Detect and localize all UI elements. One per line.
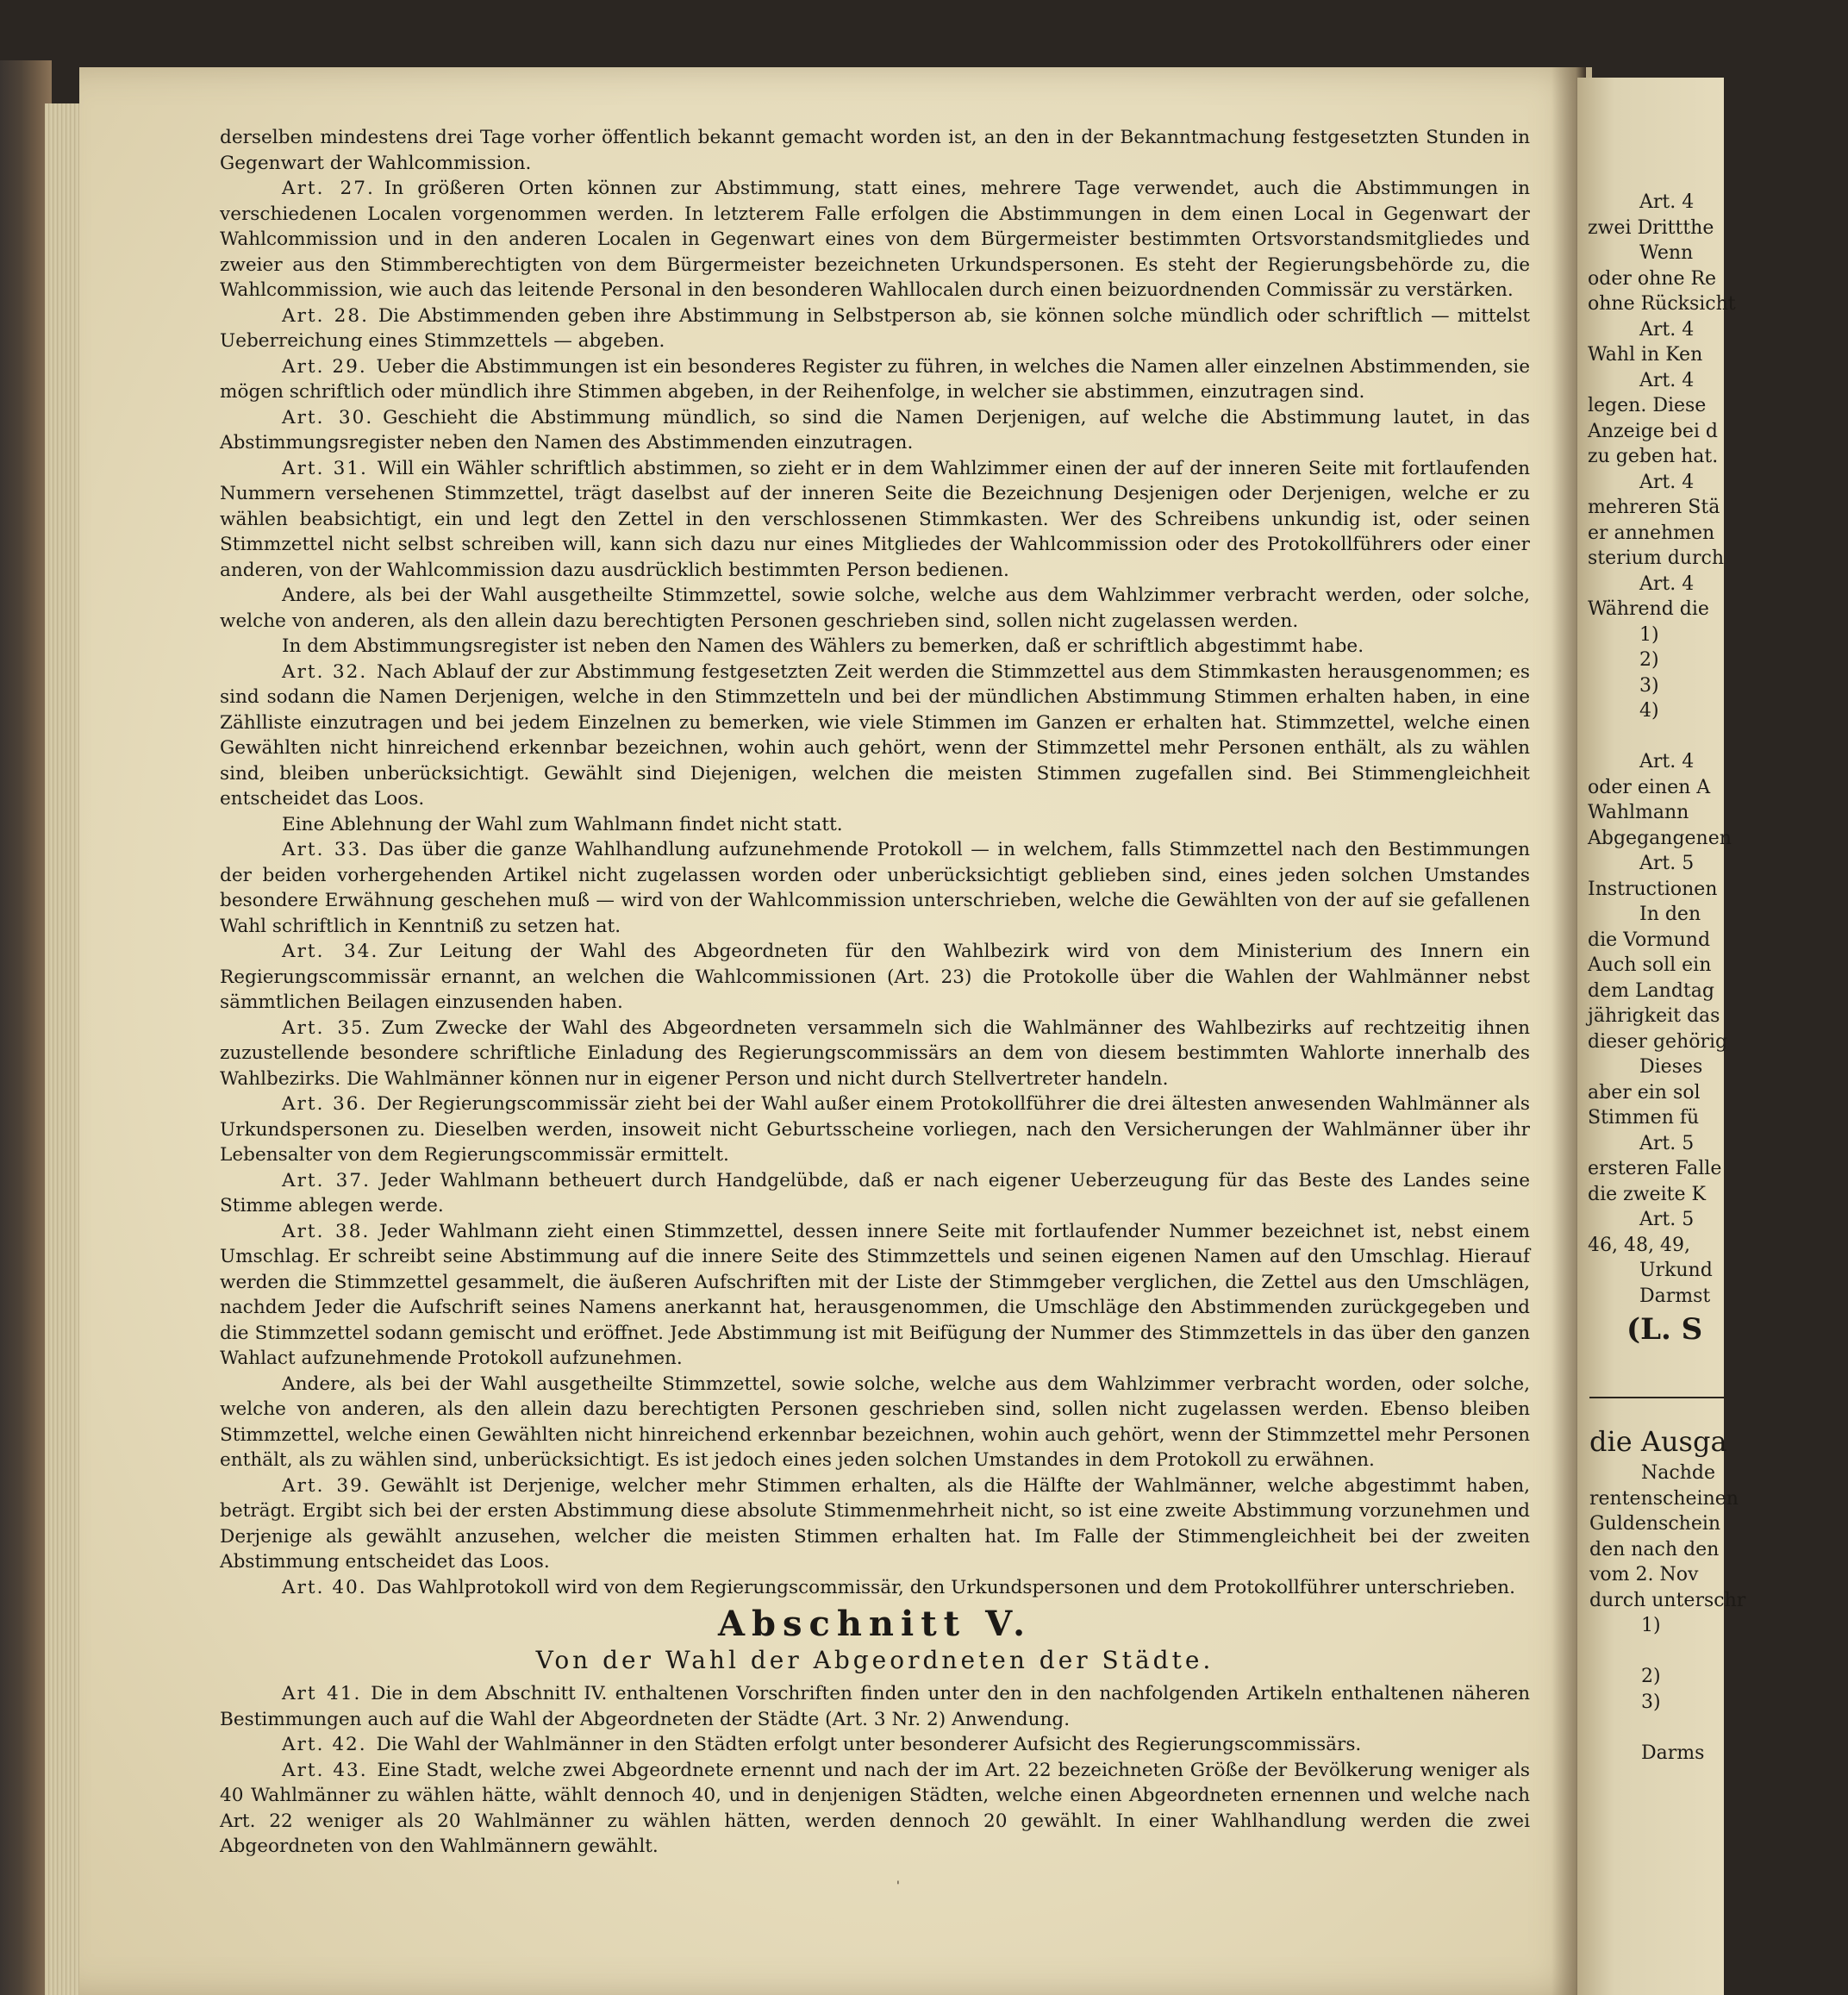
article-paragraph: [220, 1681, 1530, 1732]
article-number: Art. 27.: [282, 178, 375, 199]
article-text: Der Regierungscommissär zieht bei der Wahl außer einem Protokollführer die drei ältesten anwesenden Wahlmänner als Urkundspersonen zu. Dieselben werden, insoweit nicht Geburtsscheine vorliegen, nach den Versicherungen der Wahlmänner über ihr Lebensalter von dem Regierungscommissär ermittelt.: [220, 1093, 1530, 1166]
right-page-line: Art. 5: [1639, 853, 1695, 874]
right-page-line: 2): [1639, 649, 1659, 671]
right-page-line: Art. 4: [1639, 572, 1695, 595]
article-number: Art. 35.: [282, 1016, 372, 1039]
right-page-line: 46, 48, 49,: [1588, 1234, 1690, 1256]
right-page-line: Nachde: [1641, 1462, 1715, 1484]
article-number: Art. 28.: [282, 304, 370, 327]
article-text: Zum Zwecke der Wahl des Abgeordneten versammeln sich die Wahlmänner des Wahlbezirks auf rechtzeitig ihnen zuzustellende besondere schriftliche Einladung des Regierungscommissärs an dem von diesem bestimmten Wahlorte innerhalb des Wahlbezirks. Die Wahlmänner können nur in eigener Person und nicht durch Stellvertreter handeln.: [220, 1016, 1530, 1090]
right-page-line: Art. 4: [1639, 318, 1695, 341]
right-page-line: Wenn: [1639, 242, 1694, 264]
right-page-line: 1): [1639, 623, 1659, 646]
article-number: Art. 29.: [282, 355, 367, 378]
article-text: Eine Ablehnung der Wahl zum Wahlmann findet nicht statt.: [282, 813, 843, 835]
right-page: [1577, 78, 1746, 1995]
article-number: Art. 39.: [282, 1474, 371, 1497]
right-page-line: 4): [1639, 700, 1659, 722]
right-page-line: den nach den: [1589, 1538, 1720, 1560]
article-paragraph: [220, 176, 1530, 303]
right-page-line: rentenscheinen: [1589, 1487, 1739, 1510]
article-paragraph: [220, 125, 1530, 176]
section-heading: Abschnitt V.: [717, 1604, 1033, 1644]
article-paragraph: [220, 939, 1530, 1016]
article-paragraph: [220, 660, 1530, 812]
right-page-line: Auch soll ein: [1588, 954, 1712, 976]
right-page-line: [1589, 1715, 1848, 1741]
article-paragraph: [220, 583, 1530, 634]
article-number: Art. 43.: [282, 1759, 368, 1781]
right-page-line: durch unterschr: [1589, 1589, 1746, 1611]
right-page-line: Guldenschein: [1589, 1513, 1721, 1535]
article-text: Die in dem Abschnitt IV. enthaltenen Vorschriften finden unter den in den nachfolgenden Artikeln enthaltenen näheren Bestimmungen auch auf die Wahl der Abgeordneten der Städte (Art. 3 Nr. 2) Anwendung.: [220, 1683, 1530, 1730]
article-text: derselben mindestens drei Tage vorher öffentlich bekannt gemacht worden ist, an den in der Bekanntmachung festgesetzten Stunden in Gegenwart der Wahlcommission.: [220, 127, 1530, 174]
right-page-text-bottom: [1589, 1423, 1848, 1766]
right-page-line: Art. 4: [1639, 369, 1695, 391]
article-text: Das über die ganze Wahlhandlung aufzunehmende Protokoll — in welchem, falls Stimmzettel nach den Bestimmungen der beiden vorhergehenden Artikel nicht zugelassen worden oder unberücksichtigt geblieben sind, eines jeden solchen Umstandes besondere Erwähnung geschehen muß — wird von der Wahlcommission unterschrieben, welche die Gewählten von der auf sie gefallenen Wahl schriftlich in Kenntniß zu setzen hat.: [220, 839, 1530, 937]
right-page-line: oder einen A: [1588, 776, 1711, 798]
article-text: Andere, als bei der Wahl ausgetheilte Stimmzettel, sowie solche, welche aus dem Wahlzimmer verbracht werden, oder solche, welche von anderen, als den allein dazu berechtigten Personen geschrieben sind, sollen nicht zugelassen werden.: [220, 585, 1530, 632]
right-page-line: die Ausga: [1589, 1425, 1727, 1458]
article-paragraph: [220, 837, 1530, 939]
right-page-line: Wahlmann: [1588, 802, 1689, 823]
article-paragraph: [220, 1016, 1530, 1092]
right-page-line: Art. 4: [1639, 471, 1695, 493]
right-page-line: Darms: [1641, 1742, 1705, 1764]
article-text: Geschieht die Abstimmung mündlich, so sind die Namen Derjenigen, auf welche die Abstimmung lautet, in das Abstimmungsregister neben den Namen des Abstimmenden einzutragen.: [220, 406, 1530, 453]
right-page-line: 3): [1639, 674, 1659, 697]
article-number: Art 41.: [282, 1683, 362, 1704]
article-text: In größeren Orten können zur Abstimmung, statt eines, mehrere Tage verwendet, auch die Abstimmungen in verschiedenen Localen vorgenommen werden. In letzterem Falle erfolgen die Abstimmungen in dem einen Local in Gegenwart der Wahlcommission und in den anderen Localen in Gegenwart eines von dem Bürgermeister bestimmten Ortsvorstandsmitgliedes und zweier aus den Stimmberechtigten von dem Bürgermeister bezeichneten Urkundspersonen. Es steht der Regierungsbehörde zu, die Wahlcommission, wie auch das leitende Personal in den besonderen Wahllocalen durch einen beizuordnenden Commissär zu verstärken.: [220, 178, 1530, 301]
right-page-line: legen. Diese: [1588, 395, 1707, 416]
article-text: Jeder Wahlmann betheuert durch Handgelübde, daß er nach eigener Ueberzeugung für das Beste des Landes seine Stimme ablegen werde.: [220, 1169, 1530, 1216]
article-number: Art. 33.: [282, 839, 370, 860]
right-page-line: oder ohne Re: [1588, 267, 1717, 290]
right-page-line: Urkund: [1639, 1260, 1713, 1281]
right-page-line: die zweite K: [1588, 1183, 1706, 1205]
article-paragraph: [220, 303, 1530, 354]
article-paragraph: [220, 1575, 1530, 1601]
article-number: Art. 40.: [282, 1576, 367, 1598]
article-number: Art. 31.: [282, 457, 368, 479]
right-page-rule: [1589, 1397, 1727, 1398]
right-page-line: Stimmen fü: [1588, 1107, 1700, 1129]
article-number: Art. 37.: [282, 1169, 371, 1191]
article-number: Art. 32.: [282, 660, 368, 683]
article-paragraph: [220, 1219, 1530, 1372]
article-number: Art. 42.: [282, 1734, 367, 1755]
article-number: Art. 38.: [282, 1220, 371, 1242]
article-text: Gewählt ist Derjenige, welcher mehr Stimmen erhalten, als die Hälfte der Wahlmänner, welche abgestimmt haben, beträgt. Ergibt sich bei der ersten Abstimmung diese absolute Stimmenmehrheit nicht, so ist eine zweite Abstimmung vorzunehmen und Derjenige als gewählt anzusehen, welcher die meisten Stimmen erhalten hat. Im Falle der Stimmengleichheit bei der zweiten Abstimmung entscheidet das Loos.: [220, 1474, 1530, 1573]
right-page-line: 3): [1641, 1691, 1661, 1713]
right-page-line: sterium durch: [1588, 547, 1724, 569]
article-text: Will ein Wähler schriftlich abstimmen, so zieht er in dem Wahlzimmer einen der auf der inneren Seite mit fortlaufenden Nummern versehenen Stimmzettel, trägt daselbst auf der inneren Seite die Bezeichnung Desjenigen oder Derjenigen, welche er zu wählen beabsichtigt, ein und legt den Zettel in den verschlossenen Stimmkasten. Wer des Schreibens unkundig ist, oder seinen Stimmzettel nicht selbst schreiben will, kann sich dazu nur eines Mitgliedes der Wahlcommission oder des Protokollführers oder einer anderen, von der Wahlcommission dazu ausdrücklich bestimmten Person bedienen.: [220, 457, 1530, 581]
article-text: Jeder Wahlmann zieht einen Stimmzettel, dessen innere Seite mit fortlaufender Nummer bezeichnet ist, nebst einem Umschlag. Er schreibt seine Abstimmung auf die innere Seite des Stimmzettels und seinen eigenen Namen auf den Umschlag. Hierauf werden die Stimmzettel gesammelt, die äußeren Aufschriften mit der Liste der Stimmgeber verglichen, die Zettel aus den Umschlägen, nachdem Jeder die Aufschrift seines Namens anerkannt hat, herausgenommen, die Umschläge den Abstimmenden zurückgegeben und die Stimmzettel sodann gemischt und eröffnet. Jede Abstimmung ist mit Beifügung der Nummer des Stimmzettels in das über den ganzen Wahlact aufzunehmende Protokoll aufzunehmen.: [220, 1220, 1530, 1369]
right-page-line: Instructionen: [1588, 878, 1718, 900]
right-page-line: Art. 5: [1639, 1209, 1695, 1230]
right-page-line: Abgegangenen: [1588, 827, 1732, 849]
right-page-line: [1589, 1639, 1848, 1665]
seal-mark: (L. S: [1626, 1312, 1703, 1347]
article-paragraph: [220, 456, 1530, 584]
article-number: Art. 30.: [282, 406, 374, 428]
right-page-line: aber ein sol: [1588, 1081, 1701, 1104]
right-page-line: zwei Drittthe: [1588, 216, 1714, 239]
right-page-line: jährigkeit das: [1588, 1005, 1720, 1027]
right-page-line: Wahl in Ken: [1588, 344, 1703, 366]
book-cover-edge: [0, 60, 52, 1995]
right-page-line: Während die: [1588, 598, 1709, 620]
right-page-line: Art. 4: [1639, 191, 1695, 213]
right-page-line: [1588, 724, 1846, 750]
right-page-line: Art. 4: [1639, 751, 1695, 772]
right-page-line: Dieses: [1639, 1056, 1703, 1078]
right-page-line: dem Landtag: [1588, 979, 1714, 1002]
right-page-line: vom 2. Nov: [1589, 1564, 1699, 1585]
right-page-line: zu geben hat.: [1588, 446, 1719, 467]
article-list-part-2: [220, 1681, 1530, 1860]
article-number: Art. 36.: [282, 1093, 368, 1115]
right-page-line: ersteren Falle: [1588, 1158, 1722, 1179]
article-paragraph: [220, 354, 1530, 405]
article-text: Ueber die Abstimmungen ist ein besonderes Register zu führen, in welches die Namen aller einzelnen Abstimmenden, sie mögen schriftlich oder mündlich ihre Stimmen abgeben, in der Reihenfolge, in welcher sie abstimmen, einzutragen sind.: [220, 355, 1530, 403]
right-page-line: In den: [1639, 904, 1701, 925]
right-page-line: dieser gehörig: [1588, 1030, 1728, 1053]
right-page-line: er annehmen: [1588, 522, 1715, 544]
article-paragraph: [220, 1372, 1530, 1473]
article-paragraph: [220, 1168, 1530, 1219]
right-page-line: die Vormund: [1588, 929, 1711, 951]
article-text: Andere, als bei der Wahl ausgetheilte Stimmzettel, sowie solche, welche aus dem Wahlzimmer verbracht worden, oder solche, welche von anderen, als den allein dazu berechtigten Personen geschrieben sind, sollen nicht zugelassen werden. Ebenso bleiben Stimmzettel, welche einen Gewählten nicht hinreichend erkennbar bezeichnen, wohin auch gehört, wenn der Stimmzettel mehr Personen enthält, als zu wählen sind, unberücksichtigt. Es ist jedoch eines jeden solchen Umstandes in dem Protokoll zu erwähnen.: [220, 1373, 1530, 1471]
article-paragraph: [220, 1758, 1530, 1860]
article-paragraph: [220, 405, 1530, 456]
article-paragraph: [220, 634, 1530, 660]
article-text: In dem Abstimmungsregister ist neben den Namen des Wählers zu bemerken, daß er schriftlich abgestimmt habe.: [282, 635, 1364, 657]
article-paragraph: [220, 1091, 1530, 1168]
article-paragraph: [220, 1732, 1530, 1758]
right-page-line: Art. 5: [1639, 1132, 1695, 1154]
right-page-line: mehreren Stä: [1588, 497, 1720, 518]
right-page-line: Darmst: [1639, 1285, 1711, 1307]
section-subheading: Von der Wahl der Abgeordneten der Städte.: [535, 1646, 1214, 1674]
article-paragraph: [220, 1473, 1530, 1575]
article-text: Das Wahlprotokoll wird von dem Regierungscommissär, den Urkundspersonen und dem Protokollführer unterschrieben.: [376, 1576, 1515, 1598]
article-number: Art. 34.: [282, 941, 379, 962]
article-text: Nach Ablauf der zur Abstimmung festgesetzten Zeit werden die Stimmzettel aus dem Stimmkasten herausgenommen; es sind sodann die Namen Derjenigen, welche in den Stimmzetteln und bei der mündlichen Abstimmung Stimmen erhalten haben, in eine Zählliste einzutragen und bei jedem Einzelnen zu bemerken, wie viele Stimmen im Ganzen er erhalten hat. Stimmzettel, welche einen Gewählten nicht hinreichend erkennbar bezeichnen, wohin auch gehört, wenn der Stimmzettel mehr Personen enthält, als zu wählen sind, bleiben unberücksichtigt. Gewählt sind Diejenigen, welchen die meisten Stimmen zugefallen sind. Bei Stimmengleichheit entscheidet das Loos.: [220, 660, 1530, 810]
right-page-line: 2): [1641, 1666, 1661, 1687]
right-page-line: 1): [1641, 1615, 1661, 1636]
article-text: Die Abstimmenden geben ihre Abstimmung in Selbstperson ab, sie können solche mündlich oder schriftlich — mittelst Ueberreichung eines Stimmzettels — abgeben.: [220, 304, 1530, 352]
right-page-line: ohne Rücksicht: [1588, 293, 1736, 315]
article-text: Eine Stadt, welche zwei Abgeordnete ernennt und nach der im Art. 22 bezeichneten Größe der Bevölkerung weniger als 40 Wahlmänner zu wählen hätte, wählt dennoch 40, und in denjenigen Städten, welche einen Abgeordneten ernennen und welche nach Art. 22 weniger als 20 Wahlmänner zu wählen hätten, werden dennoch 20 gewählt. In einer Wahlhandlung werden die zwei Abgeordneten von den Wahlmännern gewählt.: [220, 1759, 1530, 1857]
article-text: Zur Leitung der Wahl des Abgeordneten für den Wahlbezirk wird von dem Ministerium des Innern ein Regierungscommissär ernannt, an welchen die Wahlcommissionen (Art. 23) die Protokolle über die Wahlen der Wahlmänner nebst sämmtlichen Beilagen einzusenden haben.: [220, 941, 1530, 1013]
left-page-text: [220, 125, 1530, 1860]
right-page-text-top: [1588, 190, 1846, 1352]
right-page-line: Anzeige bei d: [1588, 420, 1719, 442]
article-text: Die Wahl der Wahlmänner in den Städten erfolgt unter besonderer Aufsicht des Regierungscommissärs.: [376, 1734, 1362, 1755]
article-list-part-1: [220, 125, 1530, 1600]
page-mark: ': [896, 1879, 900, 1893]
article-paragraph: [220, 812, 1530, 838]
